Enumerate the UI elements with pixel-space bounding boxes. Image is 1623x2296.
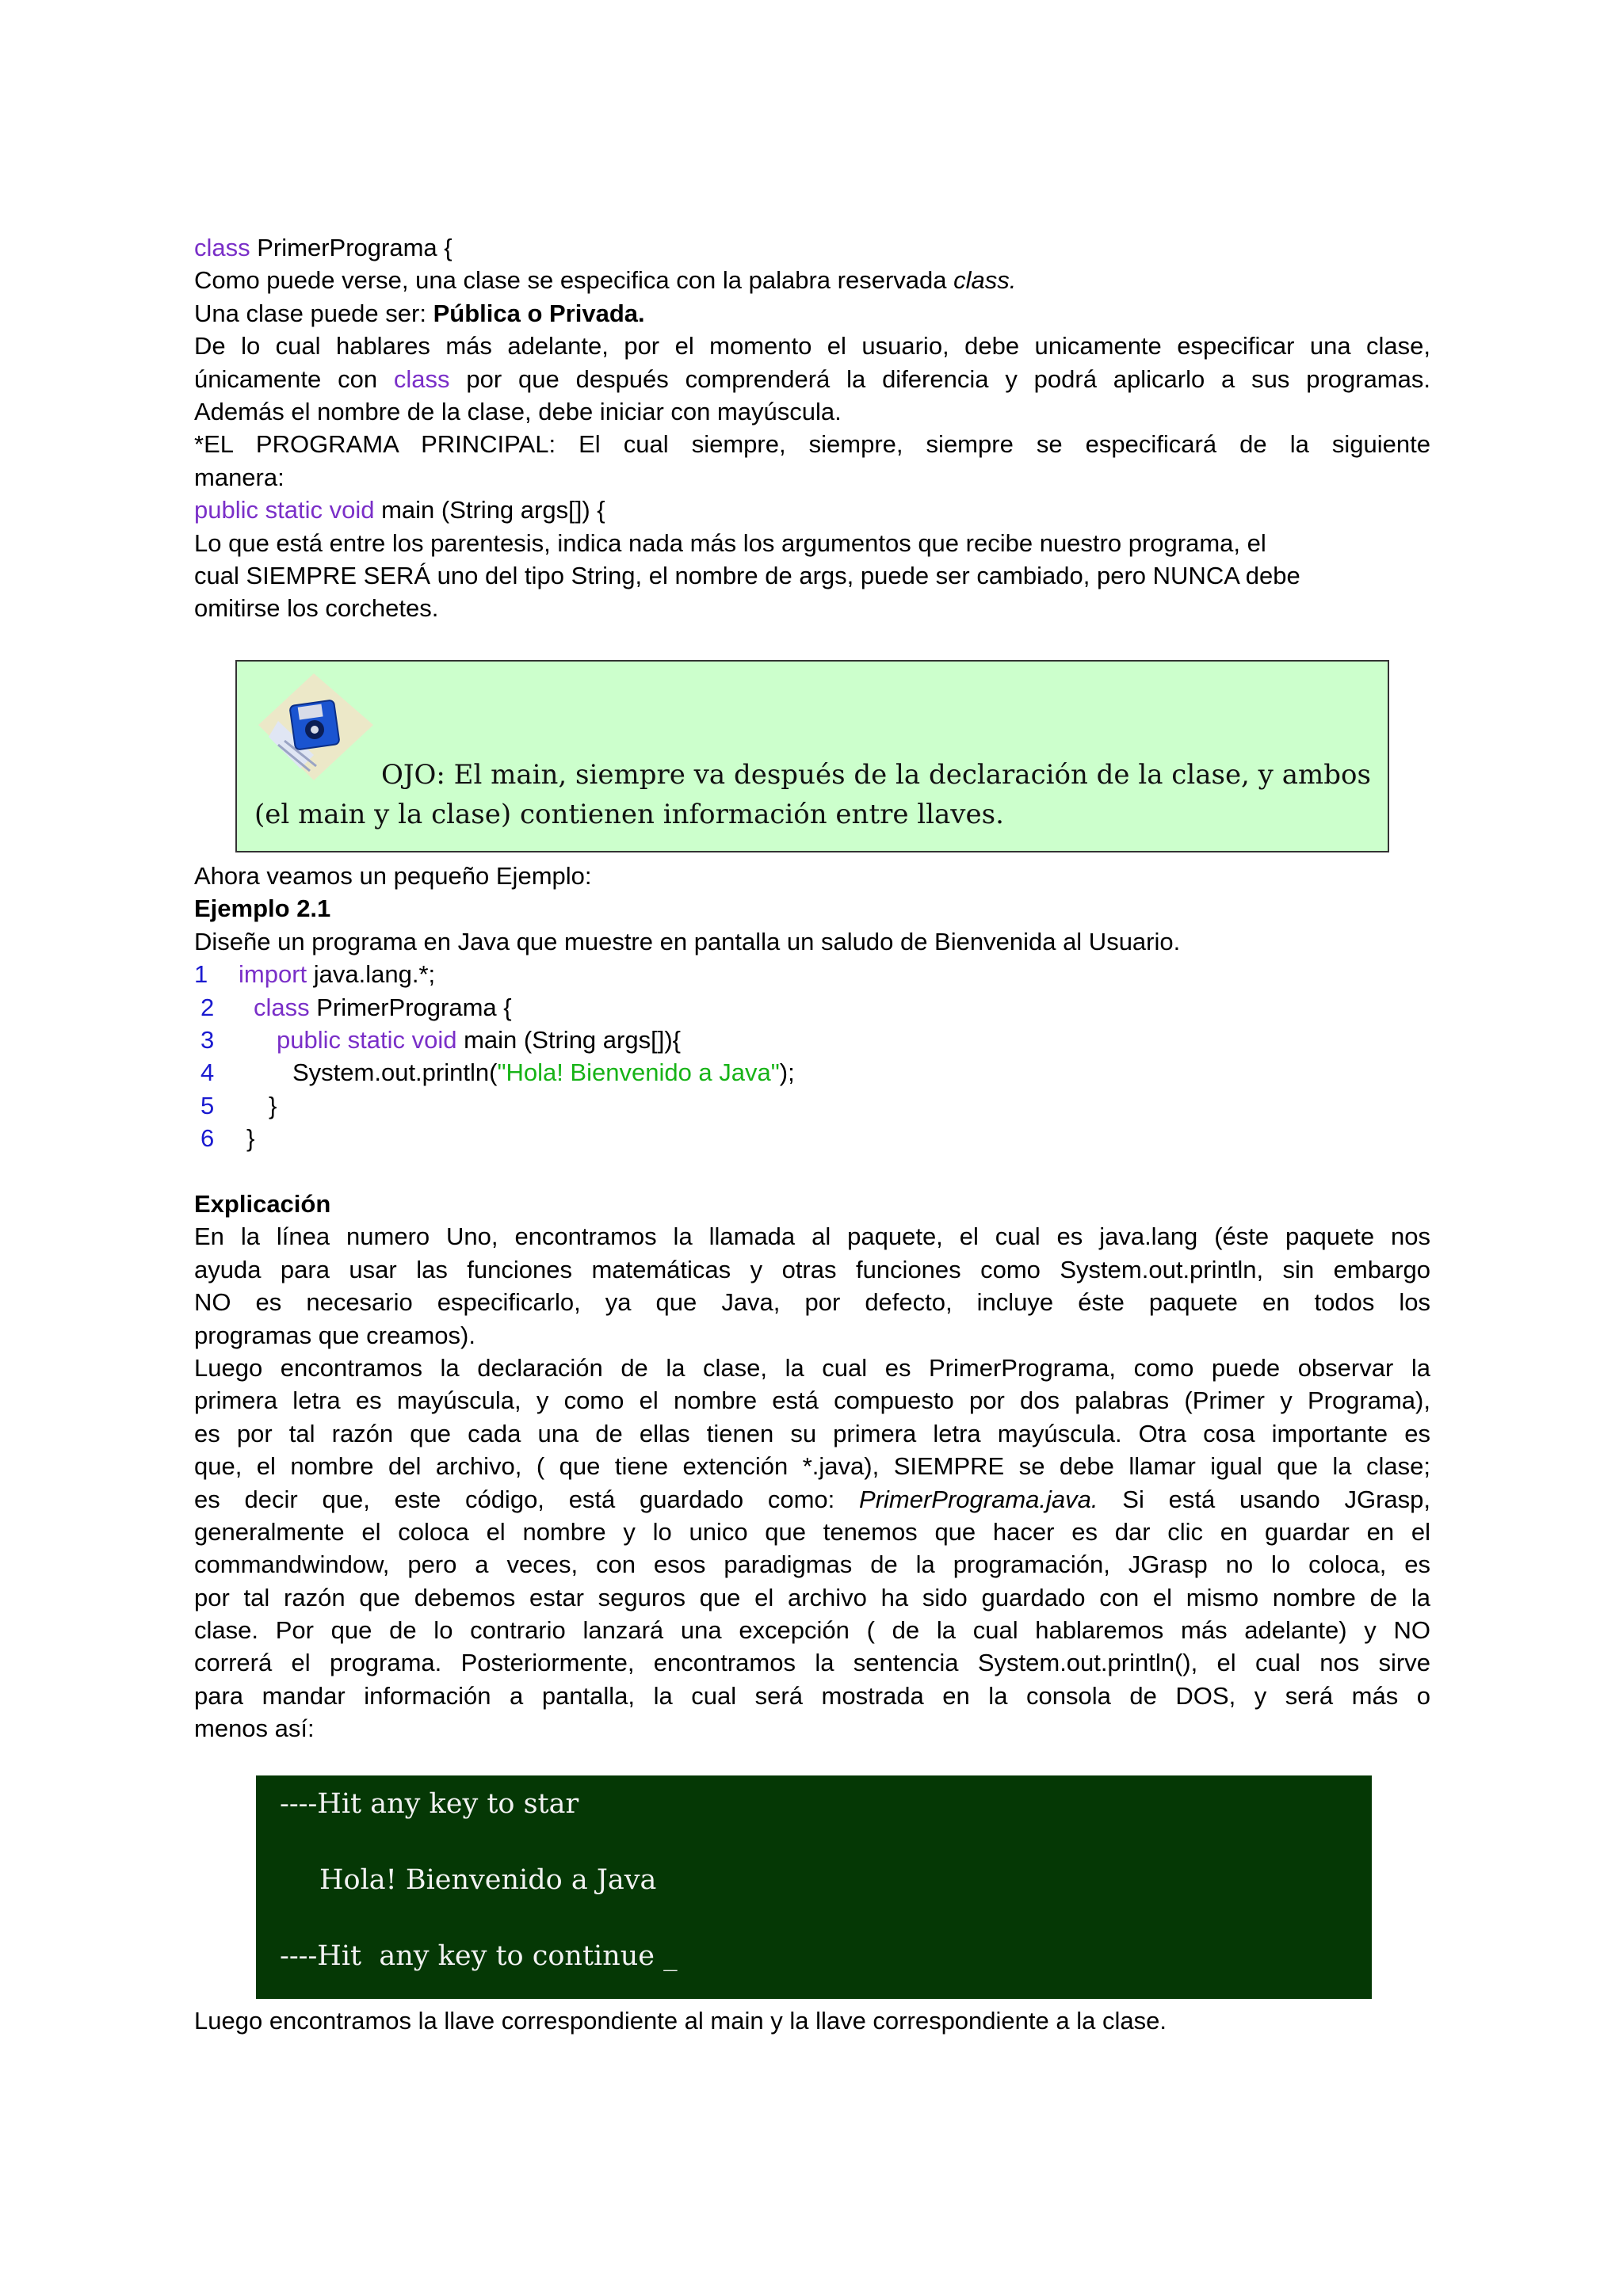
code-line — [194, 958, 1430, 990]
filename: PrimerPrograma.java. — [859, 1485, 1098, 1513]
intro-line: *EL PROGRAMA PRINCIPAL: El cual siempre, siempre, siempre se especificará de la siguiente — [194, 430, 1430, 459]
line-number: 5 — [200, 1091, 215, 1119]
intro-line: omitirse los corchetes. — [194, 594, 439, 623]
paragraph-line: generalmente el coloca el nombre y lo unico que tenemos que hacer es dar clic en guardar en el — [194, 1517, 1430, 1546]
text: es decir que, este código, está guardado como: — [194, 1485, 860, 1513]
code-text: } — [269, 1091, 277, 1119]
paragraph-line: NO es necesario especificarlo, ya que Java, por defecto, incluye éste paquete en todos los — [194, 1288, 1430, 1317]
paragraph-line: commandwindow, pero a veces, con esos paradigmas de la programación, JGrasp no lo coloca, es — [194, 1550, 1430, 1579]
paragraph-line: correrá el programa. Posteriormente, encontramos la sentencia System.out.println(), el cual nos sirve — [194, 1649, 1430, 1677]
line-number: 4 — [200, 1058, 215, 1087]
paragraph-line: ayuda para usar las funciones matemáticas y otras funciones como System.out.println, sin embargo — [194, 1255, 1430, 1283]
explanation-title: Explicación — [194, 1190, 331, 1218]
note-text — [254, 755, 1380, 834]
code-text: ); — [779, 1058, 795, 1087]
paragraph-line: primera letra es mayúscula, y como el nombre está compuesto por dos palabras (Primer y Programa), — [194, 1386, 1430, 1415]
closing-section — [194, 2004, 1430, 2037]
line-number: 2 — [200, 993, 215, 1021]
intro-line: cual SIEMPRE SERÁ uno del tipo String, el nombre de args, puede ser cambiado, pero NUNCA debe — [194, 561, 1300, 589]
code-line — [194, 1122, 1430, 1154]
code-line — [194, 991, 1430, 1024]
note-box — [235, 660, 1389, 852]
paragraph-line: menos así: — [194, 1714, 315, 1743]
keyword: public static void — [194, 496, 375, 524]
bold-text: Pública o Privada. — [433, 299, 645, 327]
intro-line — [194, 297, 1430, 330]
intro-line — [194, 231, 1430, 264]
keyword: class — [194, 234, 250, 261]
code-line — [194, 1089, 1430, 1122]
paragraph-line: que, el nombre del archivo, ( que tiene extención *.java), SIEMPRE se debe llamar igual que la clase; — [194, 1452, 1430, 1481]
paragraph-line: para mandar información a pantalla, la cual será mostrada en la consola de DOS, y será más o — [194, 1681, 1430, 1710]
text: Como puede verse, una clase se especifica con la palabra reservada — [194, 266, 954, 295]
code-text: main (String args[]){ — [456, 1025, 681, 1054]
code-text: main (String args[]) { — [374, 496, 605, 524]
text: únicamente con — [194, 364, 394, 393]
example-title: Ejemplo 2.1 — [194, 894, 331, 923]
keyword: public static void — [277, 1025, 457, 1054]
code-text: } — [246, 1124, 255, 1153]
intro-line: manera: — [194, 463, 285, 491]
code-text: PrimerPrograma { — [309, 993, 512, 1021]
intro-section — [194, 231, 1430, 625]
intro-line: Lo que está entre los parentesis, indica nada más los argumentos que recibe nuestro programa, el — [194, 528, 1266, 557]
text: Si está usando JGrasp, — [1098, 1485, 1430, 1513]
note-line: OJO: El main, siempre va después de la declaración de la clase, y ambos — [381, 759, 1371, 791]
intro-line: De lo cual hablares más adelante, por el momento el usuario, debe unicamente especificar una clase, — [194, 332, 1430, 360]
console-line: ----Hit any key to continue _ — [280, 1940, 678, 1972]
code-text: java.lang.*; — [307, 960, 436, 989]
note-line: (el main y la clase) contienen información entre llaves. — [254, 799, 1004, 830]
code-line — [194, 1056, 1430, 1089]
intro-line — [194, 264, 1430, 296]
example-description: Diseñe un programa en Java que muestre en pantalla un saludo de Bienvenida al Usuario. — [194, 927, 1181, 955]
code-text: PrimerPrograma { — [250, 234, 453, 261]
paragraph-line: En la línea numero Uno, encontramos la llamada al paquete, el cual es java.lang (éste paquete nos — [194, 1222, 1430, 1251]
intro-line: Además el nombre de la clase, debe iniciar con mayúscula. — [194, 397, 842, 425]
explanation-section — [194, 1188, 1430, 1745]
intro-line — [194, 494, 1430, 526]
example-section — [194, 860, 1430, 1155]
line-number: 3 — [200, 1025, 215, 1054]
paragraph-line: clase. Por que de lo contrario lanzará una excepción ( de la cual hablaremos más adelante) y NO — [194, 1616, 1430, 1645]
keyword: class — [254, 993, 310, 1021]
closing-line: Luego encontramos la llave correspondiente al main y la llave correspondiente a la clase. — [194, 2007, 1167, 2035]
line-number: 6 — [200, 1124, 215, 1153]
paragraph-line: programas que creamos). — [194, 1321, 475, 1349]
line-number: 1 — [194, 960, 208, 989]
example-intro: Ahora veamos un pequeño Ejemplo: — [194, 862, 592, 890]
text: por que después comprenderá la diferencia y podrá aplicarlo a sus programas. — [449, 364, 1430, 393]
keyword: import — [239, 960, 307, 989]
console-line: Hola! Bienvenido a Java — [319, 1864, 657, 1896]
string-literal: "Hola! Bienvenido a Java" — [497, 1058, 780, 1087]
code-text: System.out.println( — [292, 1058, 498, 1087]
paragraph-line: Luego encontramos la declaración de la clase, la cual es PrimerPrograma, como puede observar la — [194, 1353, 1430, 1382]
console-output — [256, 1775, 1372, 1999]
console-line: ----Hit any key to star — [280, 1788, 579, 1820]
paragraph-line — [194, 1483, 1430, 1516]
text: Una clase puede ser: — [194, 299, 433, 327]
paragraph-line: por tal razón que debemos estar seguros que el archivo ha sido guardado con el mismo nombre de la — [194, 1583, 1430, 1611]
keyword: class — [393, 364, 450, 393]
italic-text: class. — [953, 266, 1017, 295]
code-line — [194, 1024, 1430, 1056]
paragraph-line: es por tal razón que cada una de ellas tienen su primera letra mayúscula. Otra cosa importante es — [194, 1419, 1430, 1447]
intro-line — [194, 363, 1430, 395]
